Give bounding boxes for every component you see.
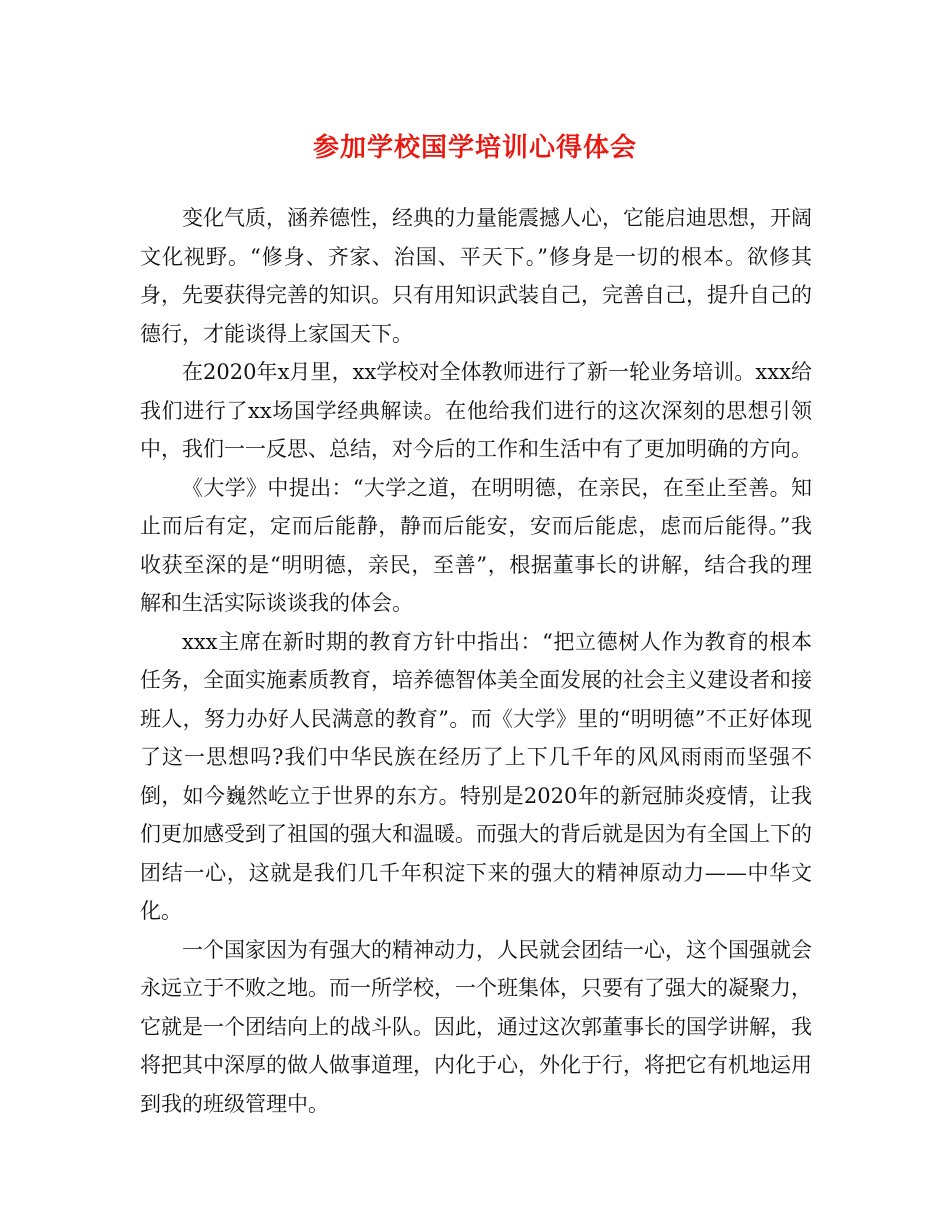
paragraph-3: 《大学》中提出：“大学之道，在明明德，在亲民，在至止至善。知止而后有定，定而后能静，静而后能安，安而后能虑，虑而后能得。”我收获至深的是“明明德，亲民，至善”，根据董事长的讲解，结合我的理解和生活实际谈谈我的体会。 [140,475,812,615]
paragraph-5: 一个国家因为有强大的精神动力，人民就会团结一心，这个国强就会永远立于不败之地。而一所学校，一个班集体，只要有了强大的凝聚力，它就是一个团结向上的战斗队。因此，通过这次郭董事长的国学讲解，我将把其中深厚的做人做事道理，内化于心，外化于行，将把它有机地运用到我的班级管理中。 [140,937,812,1116]
paragraph-4: xxx主席在新时期的教育方针中指出：“把立德树人作为教育的根本任务，全面实施素质教育，培养德智体美全面发展的社会主义建设者和接班人，努力办好人民满意的教育”。而《大学》里的“明明德”不正好体现了这一思想吗?我们中华民族在经历了上下几千年的风风雨雨而坚强不倒，如今巍然屹立于世界的东方。特别是2020年的新冠肺炎疫情，让我们更加感受到了祖国的强大和温暖。而强大的背后就是因为有全国上下的团结一心，这就是我们几千年积淀下来的强大的精神原动力——中华文化。 [140,629,812,923]
paragraph-2: 在2020年x月里，xx学校对全体教师进行了新一轮业务培训。xxx给我们进行了xx场国学经典解读。在他给我们进行的这次深刻的思想引领中，我们一一反思、总结，对今后的工作和生活中有了更加明确的方向。 [140,360,812,461]
document-body [140,199,812,1123]
document-title: 参加学校国学培训心得体会 [312,133,637,163]
paragraph-1: 变化气质，涵养德性，经典的力量能震撼人心，它能启迪思想，开阔文化视野。“修身、齐家、治国、平天下。”修身是一切的根本。欲修其身，先要获得完善的知识。只有用知识武装自己，完善自己，提升自己的德行，才能谈得上家国天下。 [140,206,812,346]
